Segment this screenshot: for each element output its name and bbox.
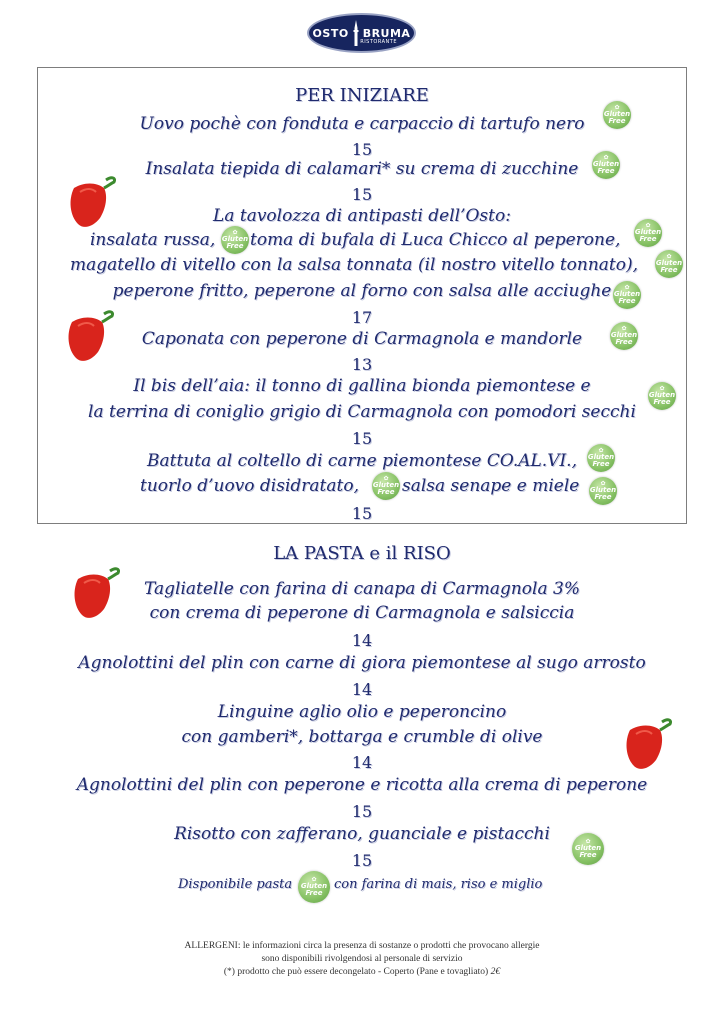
menu-note-part: con farina di mais, riso e miglio (334, 877, 543, 892)
item-price: 14 (351, 631, 373, 650)
item-price: 15 (351, 851, 373, 870)
menu-item: peperone fritto, peperone al forno con salsa alle acciughe (112, 281, 612, 301)
gluten-free-label: Free (594, 493, 612, 501)
menu-item-part: tuorlo d’uovo disidratato, (140, 476, 359, 496)
menu-item-part: insalata russa, (90, 230, 216, 250)
item-price: 13 (351, 355, 373, 374)
menu-item: Il bis dell’aia: il tonno di gallina bionda piemontese e (133, 376, 591, 396)
menu-item-part: salsa senape e miele (402, 476, 580, 496)
gluten-free-badge: ✿ Gluten Free (655, 250, 683, 278)
gluten-free-label: Gluten (634, 228, 662, 236)
gluten-free-label: Free (615, 338, 633, 346)
restaurant-logo (307, 13, 416, 53)
menu-item: Caponata con peperone di Carmagnola e mandorle (141, 329, 583, 349)
gluten-free-label: Gluten (610, 331, 638, 339)
allergen-notice: ALLERGENI: le informazioni circa la presenza di sostanze o prodotti che provocano allergie (184, 941, 540, 951)
menu-item: Insalata tiepida di calamari* su crema di zucchine (145, 159, 579, 179)
gluten-free-label: Gluten (613, 290, 641, 298)
gluten-free-label: Free (660, 266, 678, 274)
red-pepper-icon (66, 174, 116, 230)
gluten-free-label: Free (305, 889, 323, 897)
gluten-free-label: Gluten (587, 453, 615, 461)
gluten-free-badge: ✿ Gluten Free (587, 444, 615, 472)
gluten-free-badge: ✿ Gluten Free (221, 226, 249, 254)
gluten-free-badge: ✿ Gluten Free (634, 219, 662, 247)
gluten-free-label: Gluten (574, 844, 602, 852)
menu-item: magatello di vitello con la salsa tonnata (il nostro vitello tonnato), (70, 255, 639, 275)
red-pepper-icon (70, 565, 120, 621)
gluten-free-label: Gluten (589, 486, 617, 494)
item-price: 14 (351, 680, 373, 699)
gluten-free-label: Gluten (603, 110, 631, 118)
menu-item: Uovo pochè con fonduta e carpaccio di tartufo nero (139, 114, 585, 134)
menu-item: la terrina di coniglio grigio di Carmagnola con pomodori secchi (88, 402, 636, 422)
gluten-free-label: Free (377, 488, 395, 496)
section-heading-pasta: LA PASTA e il RISO (273, 543, 451, 564)
item-price: 15 (351, 185, 373, 204)
menu-item: Agnolottini del plin con peperone e ricotta alla crema di peperone (76, 775, 648, 795)
gluten-free-label: Free (608, 117, 626, 125)
gluten-free-label: Free (579, 851, 597, 859)
cover-charge-text: (*) prodotto che può essere decongelato - Coperto (Pane e tovagliato) (223, 967, 489, 977)
menu-item: con gamberi*, bottarga e crumble di olive (181, 727, 543, 747)
gluten-free-label: Free (597, 167, 615, 175)
gluten-free-label: Gluten (300, 882, 328, 890)
menu-item: Battuta al coltello di carne piemontese CO.AL.VI., (147, 451, 577, 471)
gluten-free-label: Free (653, 398, 671, 406)
gluten-free-badge: ✿ Gluten Free (589, 477, 617, 505)
menu-item: Agnolottini del plin con carne di giora piemontese al sugo arrosto (78, 653, 646, 673)
red-pepper-icon (64, 308, 114, 364)
gluten-free-badge: ✿ Gluten Free (613, 281, 641, 309)
tower-icon (351, 20, 361, 46)
gluten-free-label: Free (226, 242, 244, 250)
gluten-free-label: Gluten (648, 391, 676, 399)
menu-item: La tavolozza di antipasti dell’Osto: (213, 206, 511, 226)
menu-note-part: Disponibile pasta (178, 877, 293, 892)
menu-item: Risotto con zafferano, guanciale e pistacchi (174, 824, 550, 844)
gluten-free-badge: ✿ Gluten Free (648, 382, 676, 410)
gluten-free-label: Gluten (655, 259, 683, 267)
item-price: 15 (351, 802, 373, 821)
gluten-free-label: Gluten (372, 481, 400, 489)
gluten-free-badge: ✿ Gluten Free (603, 101, 631, 129)
gluten-free-badge: ✿ Gluten Free (610, 322, 638, 350)
gluten-free-badge: ✿ Gluten Free (372, 472, 400, 500)
item-price: 17 (351, 308, 373, 327)
gluten-free-badge: ✿ Gluten Free (298, 871, 330, 903)
logo-word-left: OSTO (312, 26, 349, 40)
item-price: 15 (351, 140, 373, 159)
gluten-free-label: Gluten (592, 160, 620, 168)
item-price: 15 (351, 504, 373, 523)
logo-subtitle: RISTORANTE (360, 39, 397, 45)
cover-charge-price: 2€ (490, 967, 501, 977)
menu-item: Tagliatelle con farina di canapa di Carmagnola 3% (143, 579, 580, 599)
gluten-free-badge: ✿ Gluten Free (592, 151, 620, 179)
red-pepper-icon (622, 716, 672, 772)
gluten-free-label: Free (592, 460, 610, 468)
item-price: 15 (351, 429, 373, 448)
logo-word-right: BRUMA (362, 26, 411, 40)
gluten-free-label: Free (618, 297, 636, 305)
allergen-notice: sono disponibili rivolgendosi al personale di servizio (261, 954, 463, 964)
menu-item-part: toma di bufala di Luca Chicco al peperone, (250, 230, 621, 250)
menu-item: Linguine aglio olio e peperoncino (217, 702, 507, 722)
gluten-free-label: Gluten (221, 235, 249, 243)
gluten-free-badge: ✿ Gluten Free (572, 833, 604, 865)
cover-charge-note (0, 966, 724, 978)
section-heading-starters: PER INIZIARE (295, 85, 429, 106)
menu-item: con crema di peperone di Carmagnola e salsiccia (149, 603, 575, 623)
gluten-free-label: Free (639, 235, 657, 243)
item-price: 14 (351, 753, 373, 772)
